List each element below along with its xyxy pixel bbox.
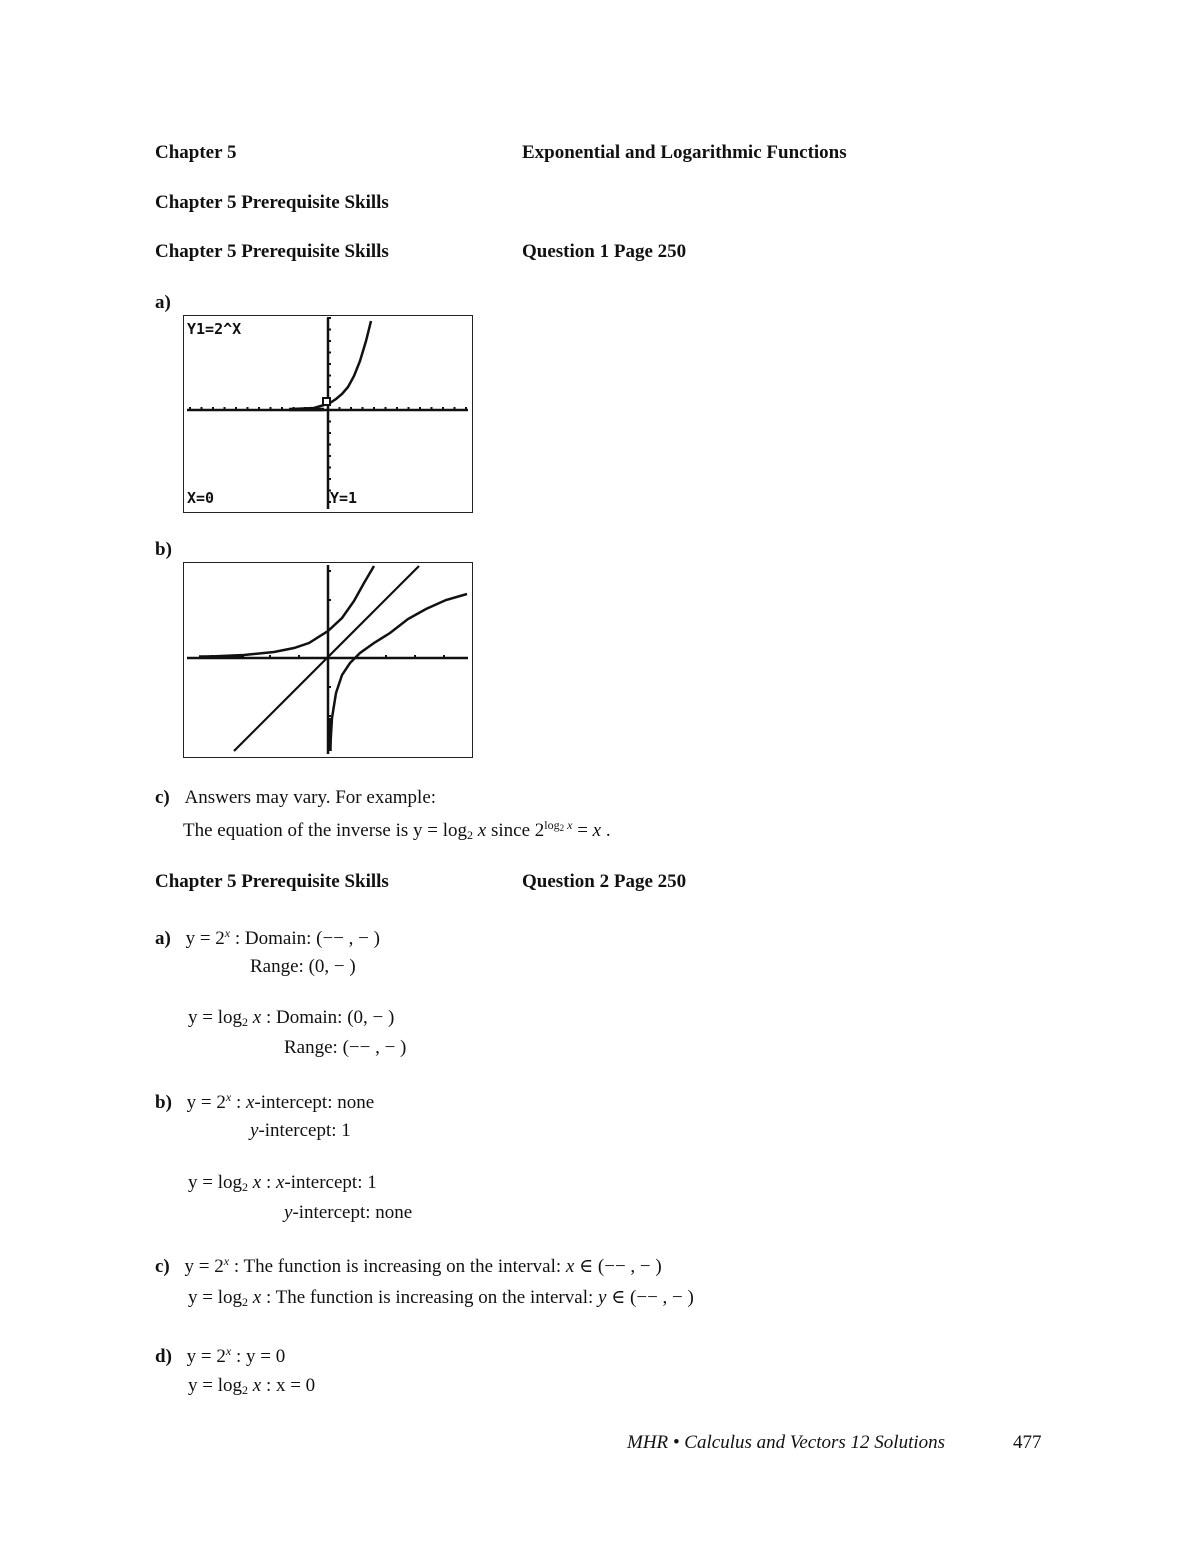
function-label: Y1=2^X (187, 320, 242, 338)
q2-c-exp-text: The function is increasing on the interval: (243, 1256, 562, 1277)
section-title: Chapter 5 Prerequisite Skills (155, 192, 389, 213)
graph-exponential (184, 316, 471, 511)
q2-part-c-label: c) (155, 1256, 170, 1277)
curve-exponential (199, 566, 374, 657)
q2-d-exp-ans: y = 0 (245, 1346, 286, 1367)
q2-d-log-ans: x = 0 (275, 1375, 316, 1396)
q2-b-exp-x: -intercept: none (254, 1092, 375, 1113)
q1-c-line2: The equation of the inverse is $y = \log_2 x$ since $2^{log_2 x} = x$ . (183, 818, 611, 842)
x-readout: X=0 (187, 489, 215, 507)
q2-c-exp-interval: (−− , − ) (597, 1256, 662, 1277)
page-number: 477 (1013, 1432, 1042, 1453)
footer-source: MHR • Calculus and Vectors 12 Solutions (627, 1432, 946, 1453)
y-readout: Y=1 (330, 489, 358, 507)
q1-question-ref: Question 1 Page 250 (522, 241, 687, 262)
q2-b-log-x: -intercept: 1 (284, 1172, 377, 1193)
q2-b-log-y: -intercept: none (292, 1202, 413, 1223)
graph-exp-log-inverse (184, 563, 471, 756)
chapter-label: Chapter 5 (155, 142, 237, 163)
q2-question-ref: Question 2 Page 250 (522, 871, 687, 892)
q1-part-b-label: b) (155, 539, 172, 560)
chapter-title: Exponential and Logarithmic Functions (522, 142, 847, 163)
q1-c-line1: Answers may vary. For example: (184, 787, 437, 808)
q2-part-d-label: d) (155, 1346, 172, 1367)
q1-part-c-label: c) (155, 787, 170, 808)
q2-a-log-domain: Domain: (0, − ) (275, 1007, 395, 1028)
q2-a-exp-range: Range: (0, − ) (250, 956, 356, 977)
q2-a-log-range: Range: (−− , − ) (284, 1037, 407, 1058)
trace-cursor (323, 398, 330, 405)
calculator-screen-a (183, 315, 473, 513)
q2-c-log-interval: (−− , − ) (630, 1287, 694, 1308)
q2-b-exp-y: -intercept: 1 (258, 1120, 351, 1141)
q2-heading: Chapter 5 Prerequisite Skills (155, 871, 389, 892)
q2-a-exp-domain: Domain: (−− , − ) (244, 928, 380, 949)
curve-logarithm (330, 594, 467, 751)
q2-part-b-label: b) (155, 1092, 172, 1113)
q2-c-log-text: The function is increasing on the interval: (275, 1287, 594, 1308)
q1-part-a-label: a) (155, 292, 171, 313)
q1-heading: Chapter 5 Prerequisite Skills (155, 241, 389, 262)
calculator-screen-b (183, 562, 473, 758)
q2-part-a-label: a) (155, 928, 171, 949)
